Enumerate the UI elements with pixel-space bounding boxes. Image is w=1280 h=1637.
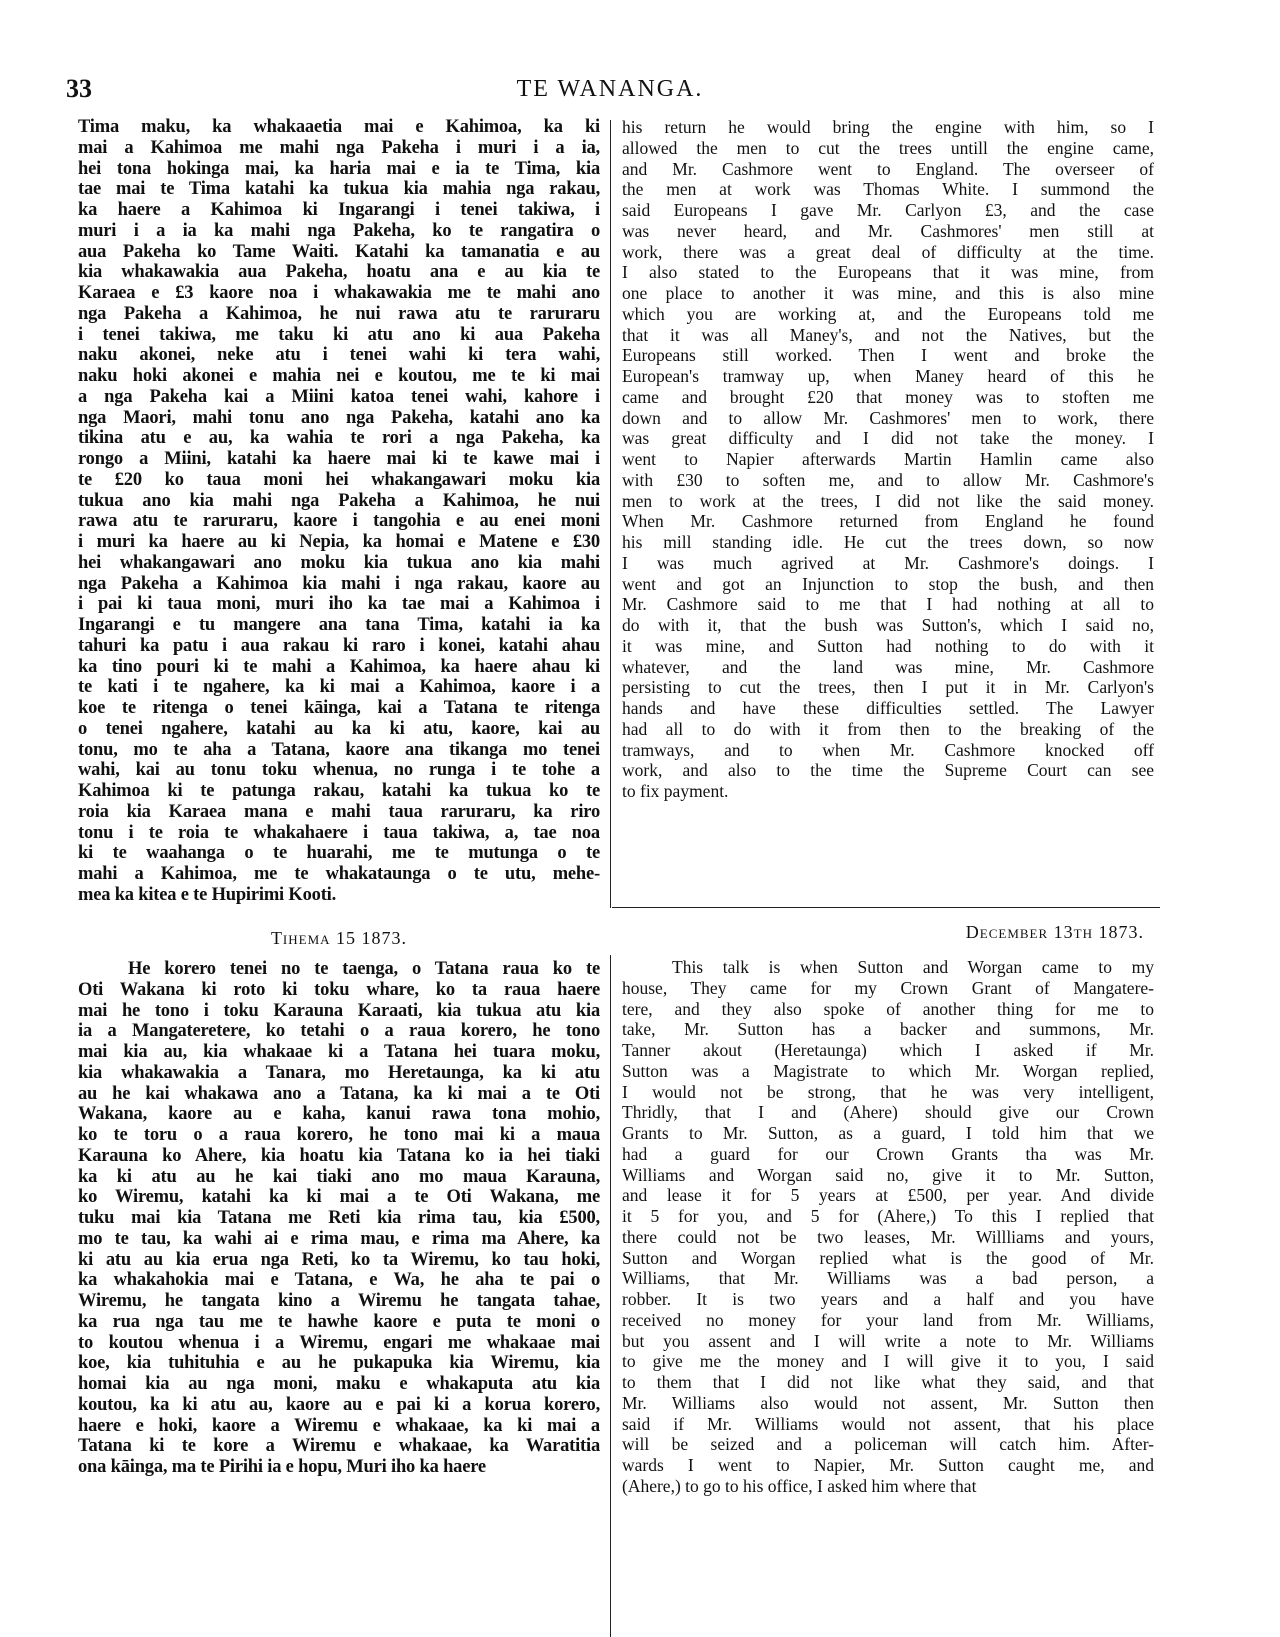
text-line: ka whakahokia mai e Tatana, e Wa, he aha te pai o xyxy=(78,1270,600,1291)
text-line: o tenei ngahere, katahi au ka ki atu, kaore, kai au xyxy=(78,718,600,739)
text-line: kia whakawakia a Tanara, mo Heretaunga, ka ki atu xyxy=(78,1062,600,1083)
text-line: tae mai te Tima katahi ka tukua kia mahia nga rakau, xyxy=(78,179,600,200)
maori-text-column-top xyxy=(78,117,600,906)
text-line: hei tona hokinga mai, ka haria mai e ia te Tima, kia xyxy=(78,158,600,179)
text-line: one place to another it was mine, and this is also mine xyxy=(622,283,1154,303)
text-line: koe, kia tuhituhia e au he pukapuka kia Wiremu, kia xyxy=(78,1353,600,1374)
text-line: Grants to Mr. Sutton, as a guard, I told him that we xyxy=(622,1123,1154,1143)
text-line: work, and also to the time the Supreme Court can see xyxy=(622,760,1154,781)
text-line: I also stated to the Europeans that it was mine, from xyxy=(622,262,1154,283)
english-section-date-heading: December 13th 1873. xyxy=(965,922,1144,942)
text-line: nga Maori, mahi tonu ano nga Pakeha, katahi ano ka xyxy=(78,407,600,428)
text-line: te £20 ko taua moni hei whakangawari moku kia xyxy=(78,469,600,490)
text-line: said Europeans I gave Mr. Carlyon £3, and the case xyxy=(622,200,1154,220)
text-line: Williams and Worgan said no, give it to Mr. Sutton, xyxy=(622,1164,1154,1185)
text-line: tonu, mo te aha a Tatana, kaore ana tikanga mo tenei xyxy=(78,739,600,760)
text-line: his mill standing idle. He cut the trees down, so now xyxy=(622,532,1154,552)
text-line: the men at work was Thomas White. I summond the xyxy=(622,179,1154,200)
paragraph xyxy=(622,957,1154,1497)
text-line: ki atu au kia erua nga Reti, ko ta Wiremu, ko tau hoki, xyxy=(78,1249,600,1270)
text-line: European's tramway up, when Maney heard of this he xyxy=(622,366,1154,386)
text-line: will be seized and a policeman will catch him. After- xyxy=(622,1434,1154,1455)
text-line: tramways, and to when Mr. Cashmore knocked off xyxy=(622,739,1154,760)
column-divider-top xyxy=(610,120,611,908)
text-line: said if Mr. Williams would not assent, that his place xyxy=(622,1413,1154,1434)
text-line: Kahimoa ki te patunga rakau, katahi ka tukua ko te xyxy=(78,781,600,801)
text-line: Karauna ko Ahere, kia hoatu kia Tatana ko ia hei tiaki xyxy=(78,1145,600,1166)
text-line: Sutton was a Magistrate to which Mr. Worgan replied, xyxy=(622,1060,1154,1081)
text-line: Tanner akout (Heretaunga) which I asked if Mr. xyxy=(622,1040,1154,1060)
text-line: mai he tono i toku Karauna Karaati, kia tukua atu kia xyxy=(78,1000,600,1021)
text-line: to fix payment. xyxy=(622,781,729,801)
text-line: ia a Mangateretere, ko tetahi o a raua korero, he tono xyxy=(78,1021,600,1042)
text-line: When Mr. Cashmore returned from England he found xyxy=(622,511,1154,532)
text-line: Ingarangi e tu mangere ana tana Tima, katahi ia ka xyxy=(78,615,600,635)
text-line: tukua ano kia mahi nga Pakeha a Kahimoa, he nui xyxy=(78,490,600,511)
text-line: mahi a Kahimoa, me te whakataunga o te utu, mehe- xyxy=(78,864,600,884)
text-line: Wiremu, he tangata kino a Wiremu he tangata tahae, xyxy=(78,1291,600,1311)
paragraph xyxy=(78,117,600,906)
text-line: house, They came for my Crown Grant of Mangatere- xyxy=(622,977,1154,998)
column-divider-bottom xyxy=(610,955,611,1637)
section-divider xyxy=(612,907,1160,908)
text-line: Wakana, kaore au e kaha, kanui rawa tona mohio, xyxy=(78,1104,600,1125)
text-line: koutou, ka ki atu au, kaore au e pai ki a korua korero, xyxy=(78,1394,600,1415)
text-line: homai kia au nga moni, maku e whakaputa atu kia xyxy=(78,1374,600,1394)
text-line: received no money for your land from Mr. Williams, xyxy=(622,1309,1154,1330)
paragraph xyxy=(622,117,1154,802)
text-line: do with it, that the bush was Sutton's, which I said no, xyxy=(622,615,1154,635)
text-line: I was much agrived at Mr. Cashmore's doings. I xyxy=(622,552,1154,573)
text-line: mo te tau, ka wahi ai e rima mau, e rima ma Ahere, ka xyxy=(78,1228,600,1249)
text-line: Thridly, that I and (Ahere) should give our Crown xyxy=(622,1102,1154,1123)
text-line: ona kāinga, ma te Pirihi ia e hopu, Muri iho ka haere xyxy=(78,1457,486,1477)
text-line: with £30 to soften me, and to allow Mr. Cashmore's xyxy=(622,469,1154,490)
text-line: ka ki atu au he kai tiaki ano mo maua Karauna, xyxy=(78,1166,600,1187)
text-line: Williams, that Mr. Williams was a bad person, a xyxy=(622,1268,1154,1289)
text-line: i tenei takiwa, me taku ki atu ano ki aua Pakeha xyxy=(78,324,600,345)
text-line: roia kia Karaea mana e mahi taua raruraru, ka riro xyxy=(78,801,600,822)
text-line: (Ahere,) to go to his office, I asked him where that xyxy=(622,1475,977,1496)
paragraph xyxy=(78,959,600,1478)
text-line: tonu i te roia te whakahaere i taua takiwa, a, tae noa xyxy=(78,822,600,843)
text-line: which you are working at, and the Europeans told me xyxy=(622,303,1154,324)
text-line: allowed the men to cut the trees untill the engine came, xyxy=(622,137,1154,158)
text-line: to give me the money and I will give it to you, I said xyxy=(622,1351,1154,1372)
text-line: au he kai whakawa ano a Tatana, ka ki mai a te Oti xyxy=(78,1083,600,1104)
text-line: ka rua nga tau me te hawhe kaore e puta te moni o xyxy=(78,1311,600,1332)
text-line: He korero tenei no te taenga, o Tatana raua ko te xyxy=(128,959,600,979)
page-number: 33 xyxy=(66,74,92,103)
text-line: nga Pakeha a Kahimoa, he nui rawa atu te raruraru xyxy=(78,303,600,324)
text-line: had a guard for our Crown Grants tha was Mr. xyxy=(622,1143,1154,1164)
text-line: ki te waahanga o te huarahi, me te mutunga o te xyxy=(78,843,600,864)
text-line: This talk is when Sutton and Worgan came to my xyxy=(672,957,1154,977)
text-line: tahuri ka patu i aua rakau ki raro i konei, katahi ahau xyxy=(78,635,600,656)
text-line: robber. It is two years and a half and you have xyxy=(622,1289,1154,1309)
text-line: naku akonei, neke atu i tenei wahi ki tera wahi, xyxy=(78,345,600,366)
text-line: haere e hoki, kaore a Wiremu e whakaae, ka ki mai a xyxy=(78,1415,600,1436)
text-line: Tima maku, ka whakaaetia mai e Kahimoa, ka ki xyxy=(78,117,600,137)
text-line: naku hoki akonei e mahia nei e koutou, me te ki mai xyxy=(78,366,600,386)
text-line: a nga Pakeha kai a Miini katoa tenei wahi, kahore i xyxy=(78,386,600,407)
text-line: mai kia au, kia whakaae ki a Tatana hei tuara moku, xyxy=(78,1042,600,1062)
text-line: persisting to cut the trees, then I put it in Mr. Carlyon's xyxy=(622,677,1154,698)
text-line: whatever, and the land was mine, Mr. Cashmore xyxy=(622,656,1154,677)
text-line: work, there was a great deal of difficulty at the time. xyxy=(622,241,1154,262)
text-line: was never heard, and Mr. Cashmores' men still at xyxy=(622,220,1154,241)
text-line: it was mine, and Sutton had nothing to do with it xyxy=(622,635,1154,656)
text-line: tuku mai kia Tatana me Reti kia rima tau, kia £500, xyxy=(78,1208,600,1228)
text-line: went and got an Injunction to stop the bush, and then xyxy=(622,573,1154,594)
text-line: to them that I did not like what they said, and that xyxy=(622,1372,1154,1392)
text-line: hei whakangawari ano moku kia tukua ano kia mahi xyxy=(78,552,600,573)
text-line: rawa atu te raruraru, kaore i tangohia e au enei moni xyxy=(78,511,600,532)
text-line: tikina atu e au, ka wahia te rori a nga Pakeha, ka xyxy=(78,428,600,449)
english-text-column-top xyxy=(622,117,1154,802)
text-line: mea ka kitea e te Hupirimi Kooti. xyxy=(78,884,337,905)
maori-text-column-bottom xyxy=(78,959,600,1478)
text-line: i pai ki taua moni, muri iho ka tae mai a Kahimoa i xyxy=(78,594,600,615)
newspaper-title: TE WANANGA. xyxy=(516,76,704,102)
text-line: that it was all Maney's, and not the Natives, but the xyxy=(622,324,1154,345)
text-line: tere, and they also spoke of another thing for me to xyxy=(622,998,1154,1019)
text-line: it 5 for you, and 5 for (Ahere,) To this I replied that xyxy=(622,1206,1154,1226)
maori-section-date-heading: Tihema 15 1873. xyxy=(270,928,408,948)
text-line: had all to do with it from then to the breaking of the xyxy=(622,718,1154,739)
text-line: hands and have these difficulties settled. The Lawyer xyxy=(622,698,1154,718)
text-line: was great difficulty and I did not take the money. I xyxy=(622,428,1154,449)
text-line: his return he would bring the engine with him, so I xyxy=(622,117,1154,137)
text-line: te kati i te ngahere, ka ki mai a Kahimoa, kaore i a xyxy=(78,677,600,698)
text-line: there could not be two leases, Mr. Willliams and yours, xyxy=(622,1226,1154,1247)
text-line: to koutou whenua i a Wiremu, engari me whakaae mai xyxy=(78,1332,600,1353)
text-line: Europeans still worked. Then I went and broke the xyxy=(622,345,1154,366)
english-text-column-bottom xyxy=(622,957,1154,1497)
text-line: ko te toru o a raua korero, he tono mai ki a maua xyxy=(78,1125,600,1145)
text-line: and lease it for 5 years at £500, per year. And divide xyxy=(622,1185,1154,1206)
text-line: wahi, kai au tonu toku whenua, no runga i te tohe a xyxy=(78,760,600,781)
text-line: ko Wiremu, katahi ka ki mai a te Oti Wakana, me xyxy=(78,1187,600,1208)
text-line: Oti Wakana ki roto ki toku whare, ko ta raua haere xyxy=(78,979,600,1000)
text-line: Sutton and Worgan replied what is the good of Mr. xyxy=(622,1247,1154,1268)
text-line: and Mr. Cashmore went to England. The overseer of xyxy=(622,158,1154,179)
text-line: men to work at the trees, I did not like the said money. xyxy=(622,490,1154,511)
text-line: kia whakawakia aua Pakeha, hoatu ana e au kia te xyxy=(78,262,600,283)
text-line: came and brought £20 that money was to stoften me xyxy=(622,386,1154,407)
text-line: take, Mr. Sutton has a backer and summons, Mr. xyxy=(622,1019,1154,1040)
text-line: i muri ka haere au ki Nepia, ka homai e Matene e £30 xyxy=(78,532,600,552)
text-line: Karaea e £3 kaore noa i whakawakia me te mahi ano xyxy=(78,283,600,303)
text-line: mai a Kahimoa me mahi nga Pakeha i muri i a ia, xyxy=(78,137,600,158)
text-line: ka tino pouri ki te mahi a Kahimoa, ka haere ahau ki xyxy=(78,656,600,677)
text-line: muri i a ia ka mahi nga Pakeha, ko te rangatira o xyxy=(78,220,600,241)
text-line: Tatana ki te kore a Wiremu e whakaae, ka Waratitia xyxy=(78,1436,600,1457)
text-line: ka haere a Kahimoa ki Ingarangi i tenei takiwa, i xyxy=(78,200,600,220)
text-line: aua Pakeha ko Tame Waiti. Katahi ka tamanatia e au xyxy=(78,241,600,262)
text-line: rongo a Miini, katahi ka haere mai ki te kawe mai i xyxy=(78,449,600,469)
text-line: nga Pakeha a Kahimoa kia mahi i nga rakau, kaore au xyxy=(78,573,600,594)
text-line: went to Napier afterwards Martin Hamlin came also xyxy=(622,449,1154,469)
text-line: koe te ritenga o tenei kāinga, kai a Tatana te ritenga xyxy=(78,698,600,718)
text-line: I would not be strong, that he was very intelligent, xyxy=(622,1081,1154,1102)
text-line: wards I went to Napier, Mr. Sutton caught me, and xyxy=(622,1455,1154,1475)
text-line: down and to allow Mr. Cashmores' men to work, there xyxy=(622,407,1154,428)
text-line: Mr. Williams also would not assent, Mr. Sutton then xyxy=(622,1392,1154,1413)
text-line: Mr. Cashmore said to me that I had nothing at all to xyxy=(622,594,1154,615)
text-line: but you assent and I will write a note to Mr. Williams xyxy=(622,1330,1154,1351)
